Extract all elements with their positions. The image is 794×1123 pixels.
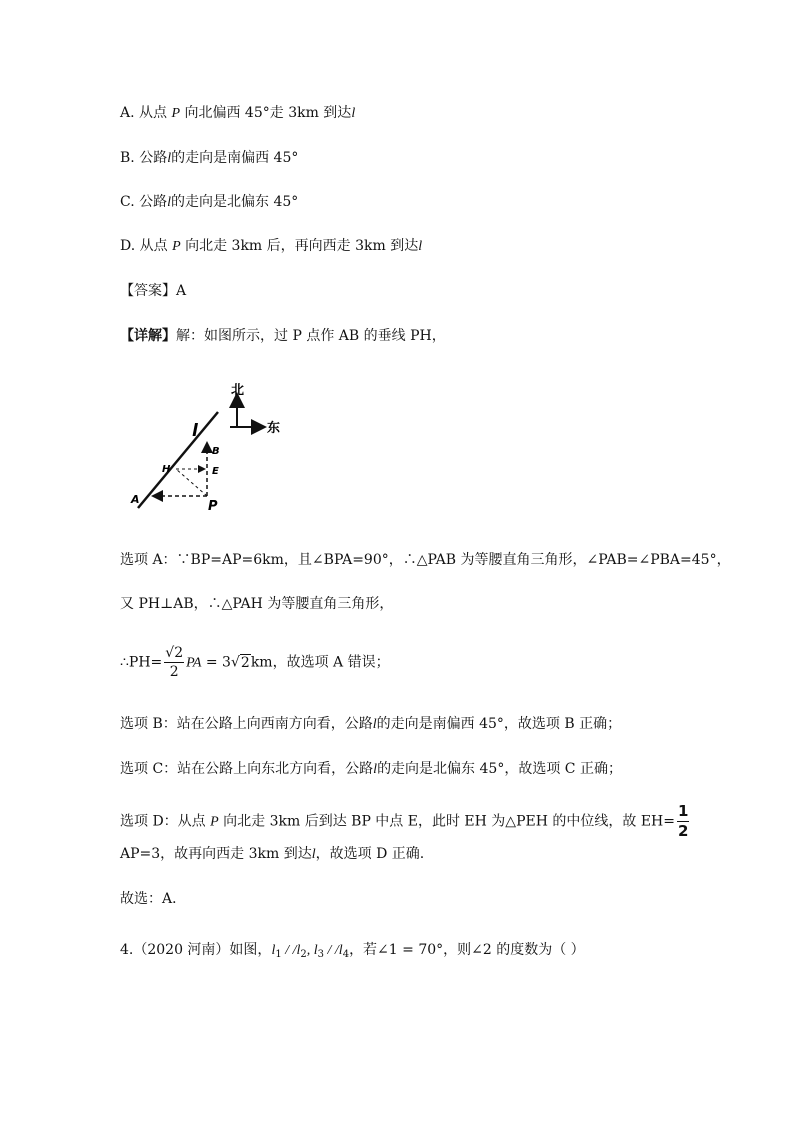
var-p: P (210, 814, 219, 830)
option-d (120, 236, 422, 257)
option-a-text-2: 向北偏西 45°走 3km 到达 (180, 105, 352, 121)
ph-eq-text: ∴PH= (120, 654, 163, 671)
solution-c-text-2: 的走向是北偏东 45°，故选项 C 正确； (377, 761, 622, 777)
fraction-numerator: 1 (678, 802, 689, 820)
option-d-text-2: 向北走 3km 后，再向西走 3km 到达 (180, 238, 419, 254)
option-c-text-2: 的走向是北偏东 45° (171, 194, 299, 210)
option-d-text: D. 从点 (120, 238, 173, 254)
solution-c (120, 759, 622, 780)
option-c (120, 192, 298, 213)
detail-label: 【详解】 (120, 328, 176, 344)
option-b-text: B. 公路 (120, 150, 168, 166)
var-l: l (271, 943, 276, 958)
var-l: l (418, 239, 423, 254)
solution-d-text: 选项 D：从点 (120, 813, 211, 830)
var-l: l (373, 762, 378, 777)
north-label: 北 (231, 383, 245, 398)
var-l: l (351, 106, 356, 121)
east-label: 东 (267, 421, 281, 436)
solution-d-cont-text: AP=3，故再向西走 3km 到达 (120, 846, 312, 862)
fraction-numerator: √2 (165, 645, 184, 661)
fraction-sqrt2-over-2 (164, 646, 184, 679)
solution-c-text: 选项 C：站在公路上向东北方向看，公路 (120, 761, 374, 777)
solution-d-cont-text-2: ，故选项 D 正确. (315, 846, 425, 862)
point-a: A (131, 493, 140, 506)
detail-line (120, 326, 446, 346)
detail-text: 解：如图所示，过 P 点作 AB 的垂线 PH， (176, 328, 446, 344)
question-4 (120, 940, 585, 965)
var-l: / /l (324, 943, 343, 958)
segment-ph (176, 469, 207, 496)
option-a-text: A. 从点 (120, 105, 172, 121)
var-l: / /l (281, 943, 301, 958)
point-h: H (162, 464, 171, 475)
geometry-figure (120, 372, 300, 522)
question-4-text-2: ，若∠1 = 70°，则∠2 的度数为（ ） (349, 942, 585, 958)
subscript: 4 (342, 949, 350, 960)
option-b-text-2: 的走向是南偏西 45° (171, 150, 299, 166)
road-label-l: l (192, 421, 198, 441)
fraction-denominator: 2 (169, 664, 179, 680)
var-p: P (172, 239, 181, 254)
var-l: , l (306, 943, 318, 958)
var-l: l (167, 195, 172, 210)
var-pa: PA (186, 655, 202, 671)
option-b (120, 148, 298, 169)
ph-eq-text-2: km，故选项 A 错误； (250, 654, 390, 671)
solution-b-text-2: 的走向是南偏西 45°，故选项 B 正确； (376, 716, 622, 732)
solution-a-line1: 选项 A：∵BP=AP=6km，且∠BPA=90°，∴△PAB 为等腰直角三角形，∠PAB=∠PBA=45°， (120, 552, 731, 568)
point-b: B (212, 446, 220, 457)
subscript: 2 (300, 949, 307, 960)
road-l (138, 412, 218, 508)
subscript: 1 (275, 949, 282, 960)
solution-d (120, 804, 691, 839)
point-p: P (208, 499, 218, 514)
choose-line: 故选：A． (120, 891, 187, 907)
fraction-one-half (677, 804, 689, 839)
point-e: E (212, 466, 219, 477)
option-a (120, 103, 355, 124)
solution-a-line3: ∴PH= $\frac{√2}{2}$ PA = 3√2km，故选项 A 错误； (120, 645, 390, 680)
option-c-text: C. 公路 (120, 194, 168, 210)
var-l: l (372, 717, 377, 732)
solution-b (120, 714, 621, 735)
var-p: P (171, 106, 181, 121)
var-l: l (167, 151, 172, 166)
question-4-text: 4.（2020 河南）如图， (120, 942, 272, 958)
solution-d-cont (120, 844, 424, 865)
solution-d-text-2: 向北走 3km 后到达 BP 中点 E，此时 EH 为△PEH 的中位线，故 EH= (218, 813, 675, 830)
var-l: l (311, 847, 316, 862)
fraction-denominator: 2 (678, 822, 689, 840)
solution-a-line2: 又 PH⊥AB，∴△PAH 为等腰直角三角形， (120, 596, 394, 612)
eq-text: = 3 (201, 654, 231, 671)
answer-line: 【答案】A (120, 283, 187, 299)
subscript: 3 (317, 949, 325, 960)
sqrt-radicand: 2 (240, 654, 250, 671)
solution-b-text: 选项 B：站在公路上向西南方向看，公路 (120, 716, 373, 732)
